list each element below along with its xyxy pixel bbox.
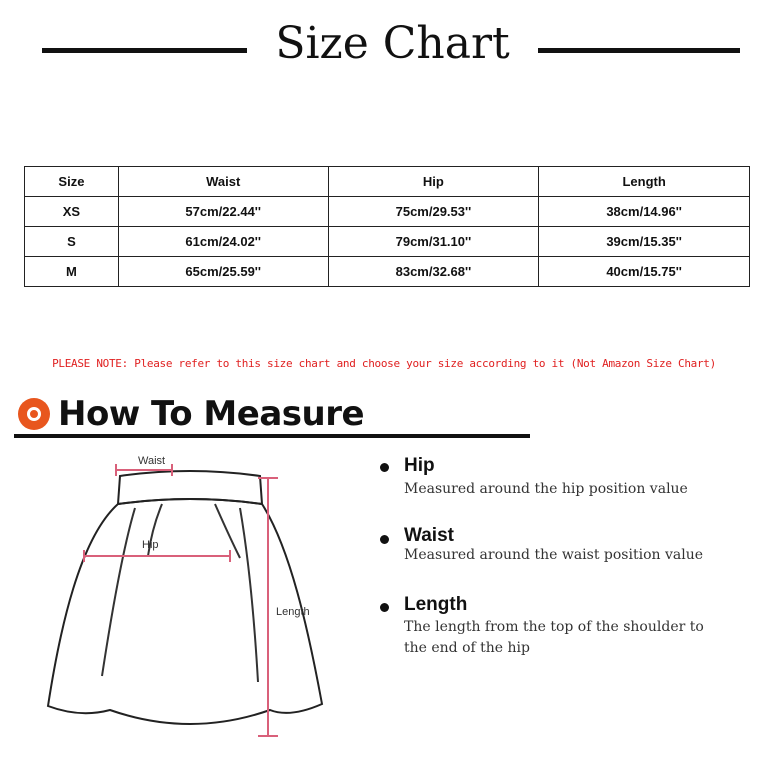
table-row — [25, 257, 750, 287]
bullet-icon — [380, 535, 389, 544]
pleat-line — [240, 508, 258, 682]
cell-length: 38cm/14.96'' — [539, 197, 750, 227]
pleat-line — [215, 504, 240, 558]
pleat-line — [102, 508, 135, 676]
cell-waist: 57cm/22.44'' — [118, 197, 328, 227]
skirt-diagram — [40, 448, 330, 748]
how-to-underline — [14, 434, 530, 438]
waist-label: Waist — [138, 455, 166, 467]
bullet-icon — [380, 463, 389, 472]
cell-waist: 61cm/24.02'' — [118, 227, 328, 257]
size-note: PLEASE NOTE: Please refer to this size chart and choose your size according to it (Not Amazon Size Chart) — [52, 357, 716, 370]
table-row — [25, 197, 750, 227]
header-size: Size — [25, 167, 119, 197]
item-heading: Waist — [404, 525, 454, 546]
item-description: Measured around the waist position value — [404, 547, 704, 563]
header-length: Length — [539, 167, 750, 197]
item-heading: Length — [404, 594, 468, 615]
cell-length: 39cm/15.35'' — [539, 227, 750, 257]
item-heading: Hip — [404, 455, 435, 476]
cell-hip: 79cm/31.10'' — [328, 227, 539, 257]
hip-label: Hip — [142, 539, 159, 551]
bullet-icon — [380, 603, 389, 612]
page-title: Size Chart — [275, 18, 510, 69]
table-header-row — [25, 167, 750, 197]
title-row — [0, 10, 768, 70]
cell-length: 40cm/15.75'' — [539, 257, 750, 287]
how-to-title: How To Measure — [58, 394, 365, 434]
length-label: Length — [276, 606, 310, 618]
title-rule-left — [42, 48, 247, 53]
cell-size: XS — [25, 197, 119, 227]
title-rule-right — [538, 48, 740, 53]
item-description: Measured around the hip position value — [404, 481, 688, 497]
cell-size: M — [25, 257, 119, 287]
cell-hip: 83cm/32.68'' — [328, 257, 539, 287]
target-icon — [18, 398, 50, 430]
item-description: The length from the top of the shoulder to the end of the hip — [404, 619, 704, 656]
header-waist: Waist — [118, 167, 328, 197]
header-hip: Hip — [328, 167, 539, 197]
cell-waist: 65cm/25.59'' — [118, 257, 328, 287]
size-table — [24, 166, 750, 287]
table-row — [25, 227, 750, 257]
cell-size: S — [25, 227, 119, 257]
cell-hip: 75cm/29.53'' — [328, 197, 539, 227]
